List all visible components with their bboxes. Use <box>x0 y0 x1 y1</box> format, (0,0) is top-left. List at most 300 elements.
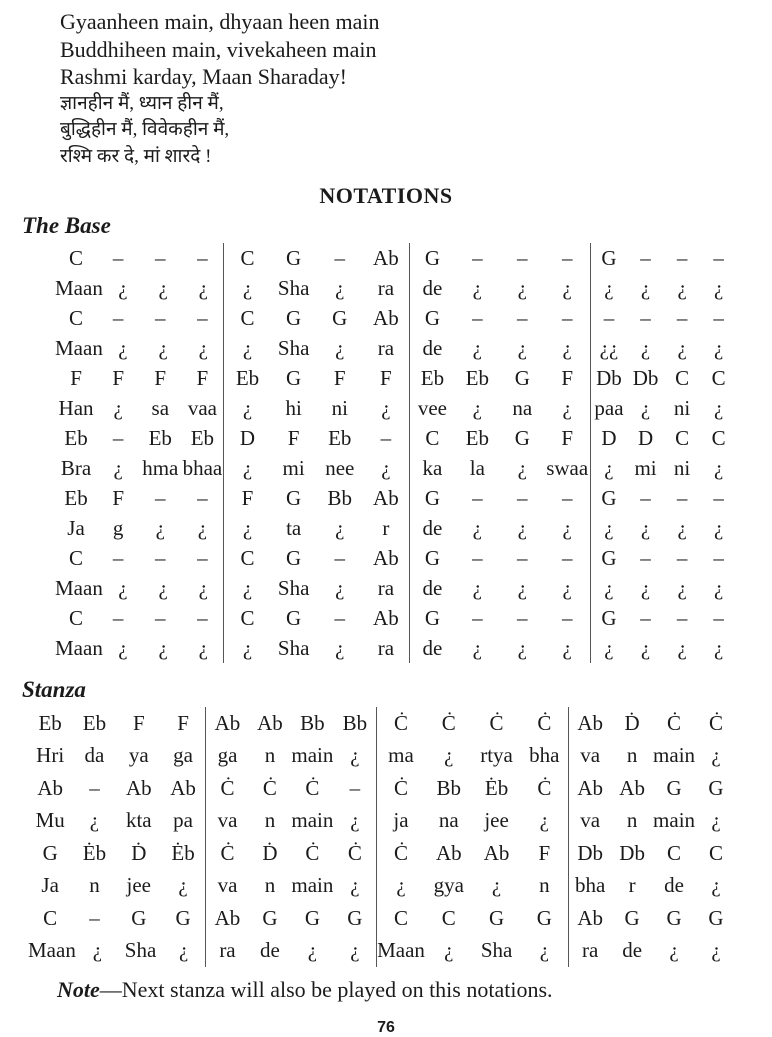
notation-measure <box>28 805 205 838</box>
notation-cell: – <box>112 305 124 330</box>
notation-measure <box>568 740 737 773</box>
notation-cell: main <box>653 808 696 833</box>
notation-cell: de <box>622 938 643 963</box>
notation-cell: bhaa <box>182 455 223 480</box>
notation-cell: ¿ <box>350 938 360 963</box>
notation-measure <box>409 363 590 393</box>
notation-measure <box>223 513 409 543</box>
notation-cell: Ab <box>577 905 604 930</box>
notation-cell: na <box>438 808 459 833</box>
lyric-line-devanagari: रश्मि कर दे, मां शारदे ! <box>60 145 212 167</box>
notation-cell: Eb <box>235 365 260 390</box>
notation-measure <box>590 363 737 393</box>
notation-cell: C <box>711 425 726 450</box>
notation-cell: C <box>441 905 456 930</box>
notation-measure <box>590 243 737 273</box>
notation-cell: n <box>264 808 276 833</box>
notation-cell: Bb <box>436 775 462 800</box>
notation-measure <box>590 573 737 603</box>
notation-measure <box>28 902 205 935</box>
notation-cell: – <box>676 605 688 630</box>
notation-cell: ¿ <box>242 395 253 420</box>
notation-cell: Ċ <box>537 710 552 735</box>
notation-row <box>28 870 737 903</box>
notation-cell: ka <box>422 455 443 480</box>
notation-cell: va <box>217 873 238 898</box>
notation-cell: G <box>514 365 530 390</box>
notation-cell: ¿ <box>604 635 614 660</box>
notation-row <box>55 393 737 423</box>
notation-measure <box>223 483 409 513</box>
notation-row <box>55 273 737 303</box>
notation-cell: ra <box>582 938 599 963</box>
notation-cell: ¿ <box>562 575 572 600</box>
notation-measure <box>590 333 737 363</box>
notation-measure <box>223 363 409 393</box>
notation-cell: – <box>155 245 166 270</box>
notation-cell: ¿ <box>242 575 253 600</box>
notation-cell: ¿ <box>198 575 208 600</box>
notation-cell: main <box>291 808 334 833</box>
notation-cell: Ab <box>577 775 604 800</box>
notation-cell: Ab <box>619 775 645 800</box>
notation-cell: ¿ <box>92 938 103 963</box>
notation-measure <box>223 393 409 423</box>
notation-measure <box>590 273 737 303</box>
notation-cell: – <box>640 545 651 570</box>
notation-cell: Ab <box>577 710 604 735</box>
notation-cell: – <box>197 485 208 510</box>
notation-cell: ¿ <box>242 635 253 660</box>
notation-cell: ¿ <box>562 335 572 360</box>
notation-cell: Eb <box>82 710 107 735</box>
notation-row <box>28 935 737 968</box>
notation-cell: G <box>708 775 724 800</box>
notation-cell: – <box>561 305 573 330</box>
notation-cell: ¿ <box>472 575 482 600</box>
notation-measure <box>568 935 737 968</box>
notation-cell: – <box>197 245 208 270</box>
notation-cell: de <box>422 275 443 300</box>
notation-cell: Ab <box>214 710 241 735</box>
notation-cell: – <box>676 545 688 570</box>
notation-measure <box>55 243 223 273</box>
notation-cell: ¿ <box>714 515 724 540</box>
notation-cell: Eb <box>328 425 352 450</box>
notation-measure <box>55 273 223 303</box>
notation-cell: Ċ <box>393 775 408 800</box>
notation-cell: – <box>676 305 688 330</box>
notation-cell: ¿ <box>604 455 614 480</box>
notation-cell: G <box>304 905 320 930</box>
notation-cell: ra <box>377 335 395 360</box>
notation-cell: ni <box>331 395 348 420</box>
notation-cell: pa <box>173 808 193 833</box>
notation-cell: ¿ <box>155 515 165 540</box>
lyric-block <box>0 0 772 170</box>
notation-cell: ¿ <box>562 515 572 540</box>
notation-cell: ra <box>377 275 395 300</box>
notation-cell: ¿ <box>604 575 614 600</box>
notation-measure <box>409 453 590 483</box>
notation-cell: F <box>287 425 300 450</box>
page-number: 76 <box>377 1019 395 1036</box>
notation-cell: ¿ <box>517 515 527 540</box>
notation-cell: C <box>240 305 255 330</box>
notation-cell: – <box>349 775 361 800</box>
notation-measure <box>590 543 737 573</box>
notation-cell: ¿ <box>562 635 572 660</box>
notation-cell: – <box>713 605 724 630</box>
notation-cell: Maan <box>55 335 103 360</box>
notation-cell: Ab <box>37 775 63 800</box>
notation-cell: Bra <box>60 455 92 480</box>
notation-cell: – <box>89 775 100 800</box>
notation-cell: n <box>626 743 638 768</box>
notation-cell: ga <box>217 743 238 768</box>
notation-measure <box>590 453 737 483</box>
notation-cell: ¿ <box>381 455 391 480</box>
notation-cell: ¿ <box>711 743 721 768</box>
notation-cell: – <box>713 305 724 330</box>
notation-cell: G <box>286 245 302 270</box>
notation-cell: G <box>262 905 278 930</box>
notation-cell: ya <box>128 743 149 768</box>
notation-measure <box>205 805 376 838</box>
notation-cell: – <box>197 305 208 330</box>
notation-cell: F <box>70 365 82 390</box>
notation-measure <box>55 333 223 363</box>
notation-measure <box>376 805 568 838</box>
notation-cell: vee <box>417 395 447 420</box>
notation-cell: F <box>333 365 346 390</box>
notation-cell: ¿ <box>472 635 482 660</box>
notation-cell: Sha <box>277 635 310 660</box>
notation-cell: – <box>155 485 166 510</box>
notation-cell: r <box>628 873 636 898</box>
notation-cell: G <box>424 305 440 330</box>
notation-cell: Ċ <box>708 710 723 735</box>
notation-cell: kta <box>125 808 152 833</box>
notation-measure <box>409 543 590 573</box>
notation-cell: Db <box>577 840 604 865</box>
notation-cell: – <box>561 245 573 270</box>
notation-measure <box>55 483 223 513</box>
notation-cell: Eb <box>190 425 215 450</box>
notation-cell: ra <box>377 635 395 660</box>
notation-cell: ¿ <box>539 808 549 833</box>
notation-measure <box>409 603 590 633</box>
notation-cell: ra <box>219 938 236 963</box>
lyric-line-english: Gyaanheen main, dhyaan heen main <box>60 9 380 34</box>
notation-cell: main <box>291 873 334 898</box>
notation-cell: ¿ <box>640 275 651 300</box>
notation-cell: ¿ <box>158 275 168 300</box>
notation-cell: G <box>601 245 617 270</box>
notation-cell: ¿ <box>335 515 345 540</box>
notation-row <box>55 423 737 453</box>
notation-cell: ¿ <box>178 873 188 898</box>
notation-cell: – <box>561 545 573 570</box>
notation-cell: ¿ <box>604 515 614 540</box>
notation-measure <box>568 870 737 903</box>
notation-cell: Bb <box>327 485 353 510</box>
notation-cell: ¿ <box>335 275 345 300</box>
notation-cell: Ab <box>214 905 241 930</box>
notation-cell: mi <box>282 455 305 480</box>
notation-cell: – <box>517 485 528 510</box>
notation-cell: G <box>601 485 617 510</box>
notation-cell: ¿ <box>640 575 651 600</box>
notation-cell: – <box>561 605 573 630</box>
notation-measure <box>223 453 409 483</box>
notation-cell: ¿ <box>158 335 168 360</box>
notation-cell: de <box>664 873 684 898</box>
notation-cell: hi <box>285 395 302 420</box>
notation-cell: ¿ <box>472 395 482 420</box>
notation-cell: ¿ <box>113 455 123 480</box>
notation-cell: G <box>424 545 440 570</box>
notation-cell: ¿ <box>677 515 687 540</box>
notation-cell: – <box>713 545 724 570</box>
notation-cell: Eb <box>465 365 489 390</box>
notation-cell: – <box>640 605 651 630</box>
notation-row <box>28 805 737 838</box>
notation-cell: ¿ <box>242 275 253 300</box>
notation-cell: de <box>422 575 443 600</box>
notation-cell: ¿ <box>677 575 687 600</box>
notation-cell: – <box>517 545 528 570</box>
notation-cell: ma <box>388 743 414 768</box>
notation-cell: Sha <box>277 335 310 360</box>
notation-cell: – <box>334 545 346 570</box>
notation-measure <box>409 333 590 363</box>
notation-cell: – <box>676 485 688 510</box>
notation-measure <box>409 423 590 453</box>
notation-measure <box>409 243 590 273</box>
notation-cell: ¿ <box>640 635 651 660</box>
notation-cell: Eb <box>64 425 88 450</box>
notation-cell: Ċ <box>441 710 456 735</box>
notation-cell: Sha <box>480 938 513 963</box>
notation-row <box>28 772 737 805</box>
lyric-line-devanagari: ज्ञानहीन मैं, ध्यान हीन मैं, <box>60 92 224 114</box>
notation-cell: F <box>112 485 124 510</box>
notation-cell: Ḋ <box>624 710 640 735</box>
notation-cell: Ḋ <box>262 840 278 865</box>
notation-cell: – <box>472 485 483 510</box>
notation-cell: Hri <box>36 743 65 768</box>
notation-cell: C <box>240 605 255 630</box>
notation-cell: ¿ <box>517 275 527 300</box>
notation-cell: swaa <box>546 455 589 480</box>
lyric-line-devanagari: बुद्धिहीन मैं, विवेकहीन मैं, <box>60 119 230 140</box>
notation-measure <box>409 303 590 333</box>
notation-cell: D <box>601 425 617 450</box>
notation-cell: ¿ <box>444 743 454 768</box>
notation-cell: – <box>112 425 124 450</box>
notation-cell: G <box>488 905 505 930</box>
notation-cell: ¿ <box>335 335 345 360</box>
lyric-line-english: Buddhiheen main, vivekaheen main <box>60 36 377 62</box>
notation-cell: ¿ <box>472 335 482 360</box>
notation-row <box>55 243 737 273</box>
notation-cell: C <box>393 905 408 930</box>
notation-cell: ¿ <box>381 395 391 420</box>
notation-measure <box>205 740 376 773</box>
notation-cell: Ab <box>170 775 196 800</box>
notation-cell: ¿ <box>711 873 721 898</box>
notation-measure <box>55 573 223 603</box>
notation-cell: C <box>675 425 690 450</box>
notation-measure <box>409 273 590 303</box>
notation-cell: ni <box>673 455 691 480</box>
notation-measure <box>590 303 737 333</box>
notation-measure <box>55 603 223 633</box>
notation-cell: n <box>264 873 276 898</box>
notation-cell: C <box>675 365 690 390</box>
notation-measure <box>590 513 737 543</box>
notation-row <box>28 902 737 935</box>
notation-cell: vaa <box>187 395 217 420</box>
footnote-text: —Next stanza will also be played on this notations. <box>99 977 553 1002</box>
notation-cell: ¿ <box>158 635 168 660</box>
notation-cell: Sha <box>277 275 310 300</box>
notation-measure <box>223 243 409 273</box>
notation-cell: Ėb <box>484 775 509 800</box>
notation-measure <box>205 707 376 740</box>
notation-cell: r <box>382 515 390 540</box>
notation-cell: – <box>112 245 124 270</box>
notation-measure <box>223 573 409 603</box>
notation-cell: Ḋ <box>131 840 147 865</box>
notation-cell: ¿ <box>158 575 168 600</box>
notation-cell: mi <box>634 455 657 480</box>
notation-measure <box>205 902 376 935</box>
notation-cell: G <box>601 605 617 630</box>
notation-measure <box>568 707 737 740</box>
notation-row <box>55 513 737 543</box>
notation-cell: Db <box>596 365 622 390</box>
notation-measure <box>409 393 590 423</box>
notation-row <box>55 603 737 633</box>
notation-measure <box>568 805 737 838</box>
notation-cell: G <box>286 485 302 510</box>
notation-measure <box>223 333 409 363</box>
notation-grid-base <box>55 243 737 663</box>
notation-row <box>55 333 737 363</box>
notation-cell: ¿ <box>472 275 482 300</box>
notation-row <box>55 543 737 573</box>
notation-cell: g <box>112 515 124 540</box>
notation-cell: Ab <box>125 775 152 800</box>
notation-measure <box>409 573 590 603</box>
notation-cell: C <box>708 840 723 865</box>
notation-cell: main <box>291 743 334 768</box>
notation-cell: Ėb <box>82 840 107 865</box>
notation-cell: va <box>580 743 601 768</box>
notation-cell: – <box>197 605 208 630</box>
notation-cell: G <box>175 905 191 930</box>
notation-measure <box>590 423 737 453</box>
notation-cell: nee <box>325 455 355 480</box>
notation-cell: G <box>624 905 640 930</box>
notation-cell: ta <box>286 515 302 540</box>
notation-measure <box>590 603 737 633</box>
notation-cell: – <box>517 245 528 270</box>
notation-cell: ¿ <box>179 938 189 963</box>
notation-measure <box>409 513 590 543</box>
notation-cell: F <box>112 365 124 390</box>
notation-cell: ¿ <box>118 275 128 300</box>
notation-cell: Ab <box>373 305 399 330</box>
notation-cell: Ab <box>373 605 399 630</box>
notation-cell: ¿ <box>714 575 724 600</box>
notation-cell: Ċ <box>347 840 362 865</box>
notation-cell: ¿ <box>242 455 253 480</box>
notation-cell: G <box>666 905 682 930</box>
notation-cell: C <box>425 425 440 450</box>
notation-cell: F <box>154 365 167 390</box>
notation-cell: Ja <box>67 515 85 540</box>
notation-cell: F <box>177 710 189 735</box>
notation-cell: ¿ <box>89 808 100 833</box>
section-title-stanza: Stanza <box>22 677 86 702</box>
notation-cell: paa <box>594 395 624 420</box>
notation-measure <box>376 772 568 805</box>
notation-row <box>28 740 737 773</box>
notation-cell: Ab <box>373 545 399 570</box>
notation-cell: ¿ <box>197 515 208 540</box>
notation-cell: ¿¿ <box>599 335 619 360</box>
notation-cell: F <box>538 840 551 865</box>
notation-cell: Mu <box>35 808 65 833</box>
notation-cell: Sha <box>277 575 310 600</box>
notation-cell: C <box>69 605 84 630</box>
notation-cell: – <box>155 305 166 330</box>
notation-cell: Bb <box>300 710 325 735</box>
notation-cell: ¿ <box>517 455 527 480</box>
notation-cell: n <box>539 873 550 898</box>
notation-cell: – <box>155 545 166 570</box>
notation-cell: G <box>286 605 302 630</box>
notation-cell: ¿ <box>677 635 687 660</box>
notation-cell: Eb <box>64 485 88 510</box>
notation-cell: bha <box>575 873 606 898</box>
notation-cell: ¿ <box>113 395 123 420</box>
notation-cell: C <box>711 365 726 390</box>
notation-measure <box>590 633 737 663</box>
notation-cell: – <box>197 545 208 570</box>
notation-cell: Maan <box>55 575 103 600</box>
notation-cell: Ċ <box>537 775 552 800</box>
notation-cell: Ċ <box>220 840 235 865</box>
notation-measure <box>28 772 205 805</box>
footnote <box>57 977 772 1003</box>
notation-cell: ra <box>377 575 395 600</box>
notation-cell: – <box>334 245 346 270</box>
notation-cell: G <box>286 365 302 390</box>
notation-measure <box>590 483 737 513</box>
notation-cell: ¿ <box>118 575 128 600</box>
notation-cell: Ċ <box>667 710 682 735</box>
page-title: NOTATIONS <box>319 183 453 208</box>
notation-measure <box>376 870 568 903</box>
notation-cell: ¿ <box>118 635 128 660</box>
notation-cell: C <box>240 545 255 570</box>
notation-row <box>55 303 737 333</box>
notation-cell: ga <box>173 743 193 768</box>
